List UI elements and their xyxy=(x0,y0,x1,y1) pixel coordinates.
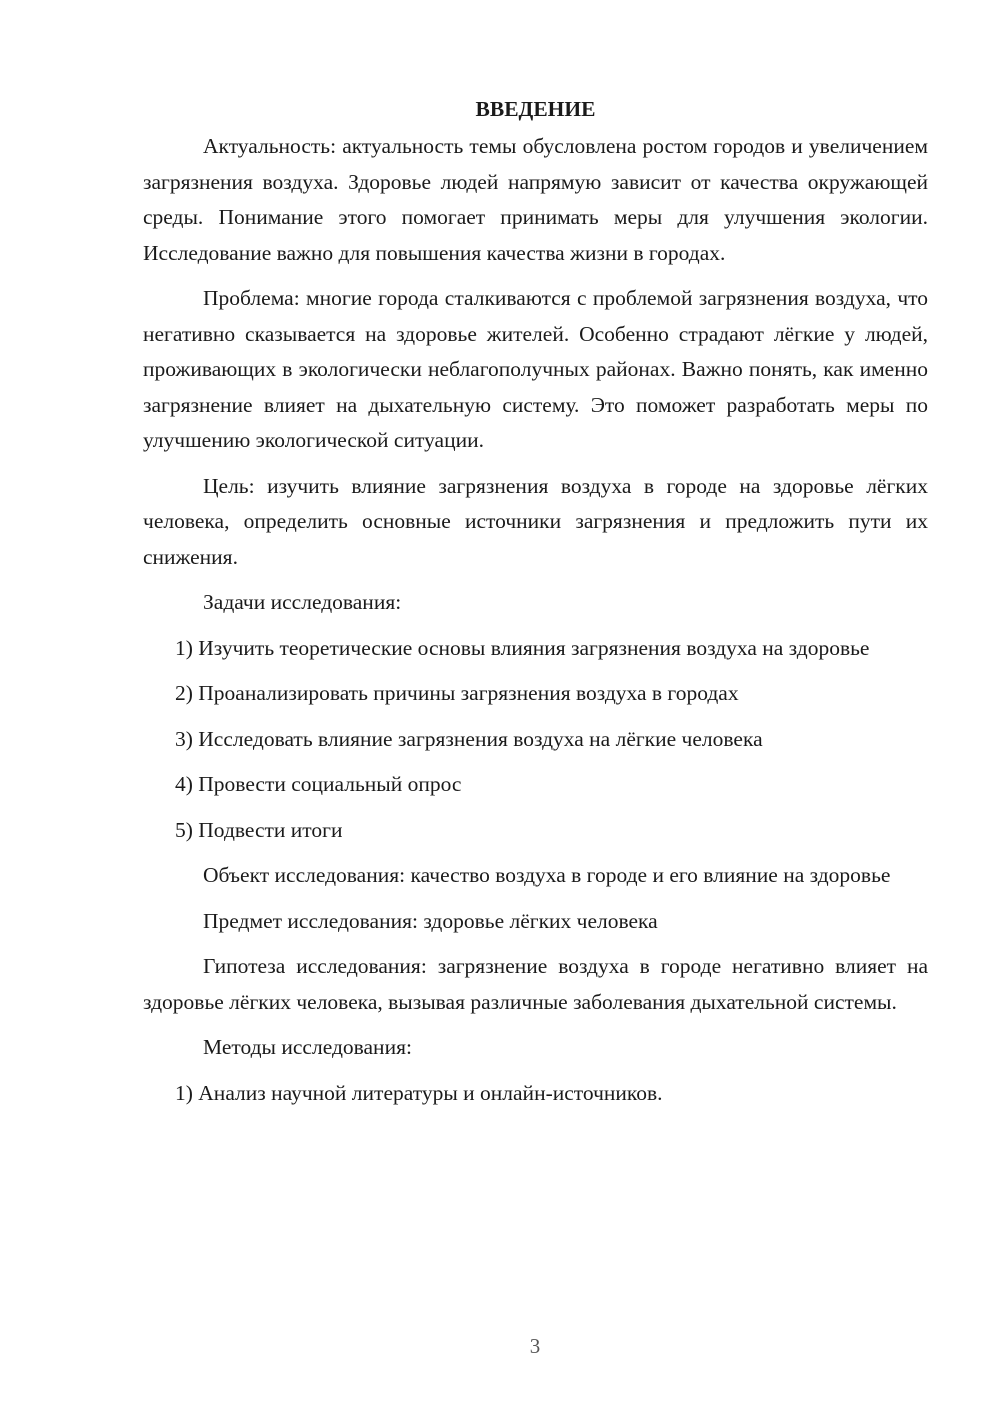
task-item: 2) Проанализировать причины загрязнения воздуха в городах xyxy=(175,681,739,705)
methods-list xyxy=(143,1076,928,1112)
page-number: 3 xyxy=(529,1334,541,1358)
task-item: 1) Изучить теоретические основы влияния загрязнения воздуха на здоровье xyxy=(175,635,870,660)
goal-paragraph: Цель: изучить влияние загрязнения воздуха в городе на здоровье лёгких человека, определить основные источники загрязнения и предложить пути их снижения. xyxy=(143,473,928,569)
methods-title: Методы исследования: xyxy=(203,1035,412,1059)
document-page xyxy=(143,92,928,1121)
task-item: 5) Подвести итоги xyxy=(175,817,343,842)
task-item: 3) Исследовать влияние загрязнения воздуха на лёгкие человека xyxy=(175,726,763,751)
tasks-title: Задачи исследования: xyxy=(203,590,402,614)
hypothesis-paragraph: Гипотеза исследования: загрязнение воздуха в городе негативно влияет на здоровье лёгких человека, вызывая различные заболевания дыхательной системы. xyxy=(143,954,928,1014)
tasks-list xyxy=(143,631,928,849)
subject-paragraph: Предмет исследования: здоровье лёгких человека xyxy=(203,908,658,933)
problem-paragraph: Проблема: многие города сталкиваются с проблемой загрязнения воздуха, что негативно сказывается на здоровье жителей. Особенно страдают лёгкие у людей, проживающих в экологически неблагополучных районах. Важно понять, как именно загрязнение влияет на дыхательную систему. Это поможет разработать меры по улучшению экологической ситуации. xyxy=(143,286,928,452)
task-item: 4) Провести социальный опрос xyxy=(175,772,462,796)
object-paragraph: Объект исследования: качество воздуха в городе и его влияние на здоровье xyxy=(203,863,891,887)
relevance-paragraph: Актуальность: актуальность темы обусловлена ростом городов и увеличением загрязнения воздуха. Здоровье людей напрямую зависит от качества окружающей среды. Понимание этого помогает принимать меры для улучшения экологии. Исследование важно для повышения качества жизни в городах. xyxy=(143,134,928,265)
method-item: 1) Анализ научной литературы и онлайн-источников. xyxy=(175,1080,663,1105)
section-heading: ВВЕДЕНИЕ xyxy=(475,97,596,121)
